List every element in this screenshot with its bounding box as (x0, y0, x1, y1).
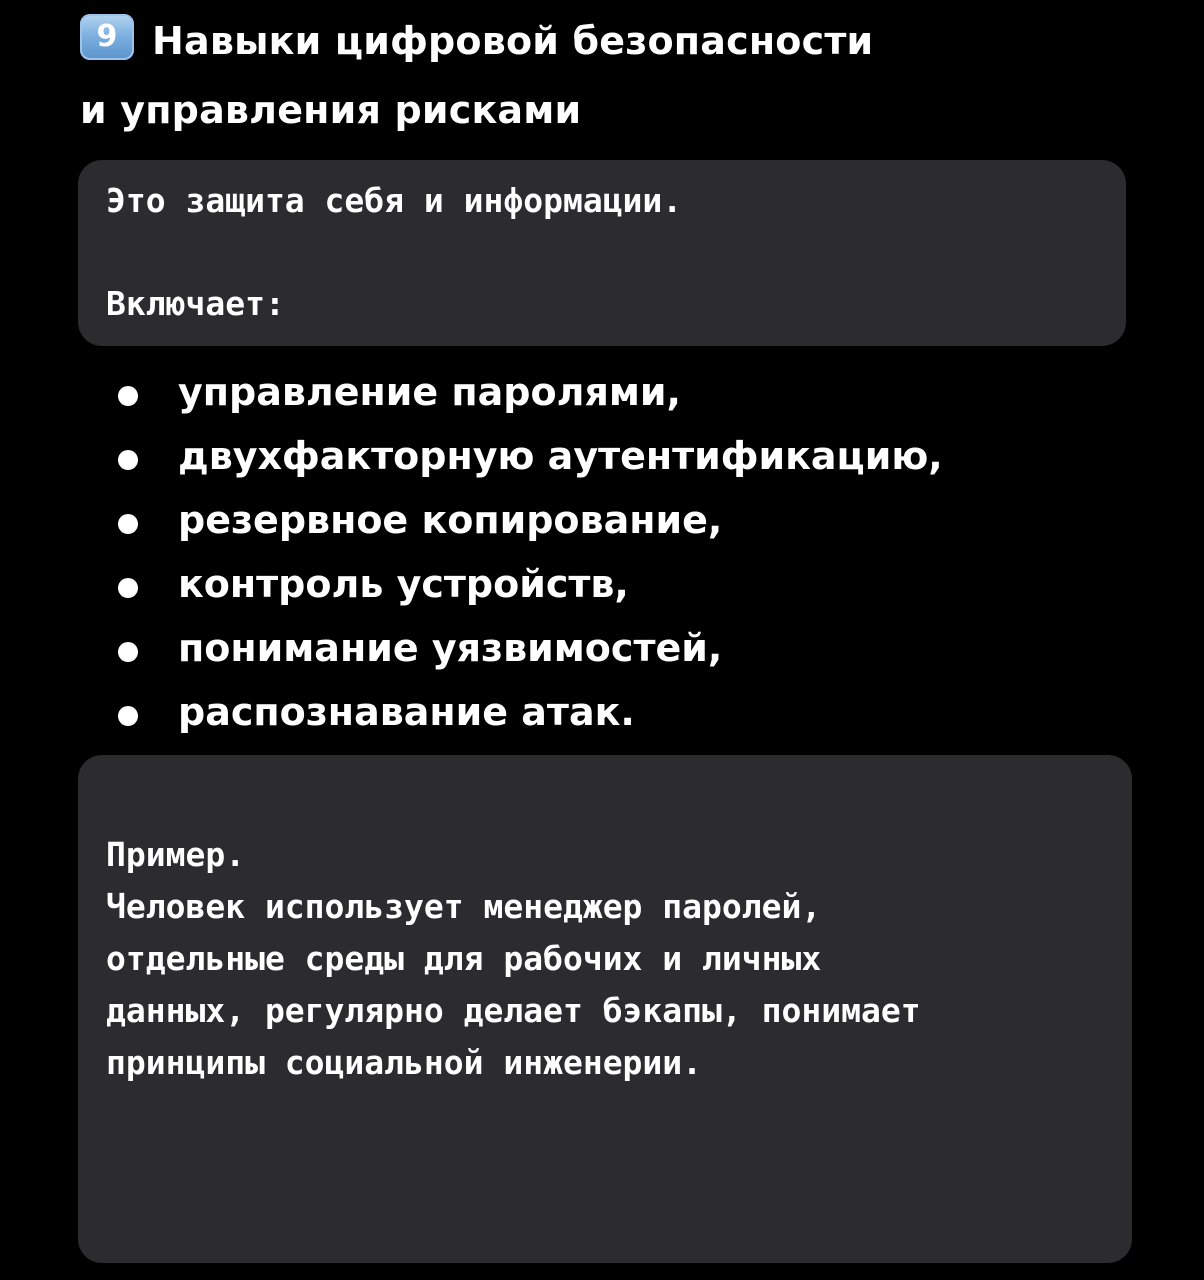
bullet-dot-icon (118, 450, 138, 470)
example-line-1: Человек использует менеджер паролей, (106, 887, 822, 926)
page-title-text-1: Навыки цифровой безопасности (152, 19, 874, 63)
example-heading: Пример. (106, 835, 246, 874)
list-item-text: контроль устройств, (178, 562, 629, 606)
intro-line-2: Включает: (106, 284, 285, 323)
example-code-block (78, 755, 1132, 1263)
list-item-text: двухфакторную аутентификацию, (178, 434, 943, 478)
list-item (0, 552, 1204, 616)
bullet-dot-icon (118, 514, 138, 534)
list-item (0, 424, 1204, 488)
intro-line-1: Это защита себя и информации. (106, 181, 683, 220)
example-line-2: отдельные среды для рабочих и личных (106, 939, 822, 978)
list-item (0, 360, 1204, 424)
bullet-dot-icon (118, 578, 138, 598)
example-line-4: принципы социальной инженерии. (106, 1043, 703, 1082)
list-item-text: распознавание атак. (178, 690, 635, 734)
intro-code-block (78, 160, 1126, 346)
list-item-text: управление паролями, (178, 370, 681, 414)
list-item-text: резервное копирование, (178, 498, 723, 542)
list-item (0, 488, 1204, 552)
list-item (0, 680, 1204, 744)
list-item (0, 616, 1204, 680)
keycap-number: 9 (96, 19, 118, 54)
example-line-3: данных, регулярно делает бэкапы, понимает (106, 991, 921, 1030)
page-title-line-1 (80, 14, 873, 67)
bullet-dot-icon (118, 386, 138, 406)
bullet-dot-icon (118, 706, 138, 726)
keycap-number-icon (80, 14, 134, 60)
bullet-dot-icon (118, 642, 138, 662)
page-title-line-2: и управления рисками (80, 88, 582, 132)
list-item-text: понимание уязвимостей, (178, 626, 723, 670)
